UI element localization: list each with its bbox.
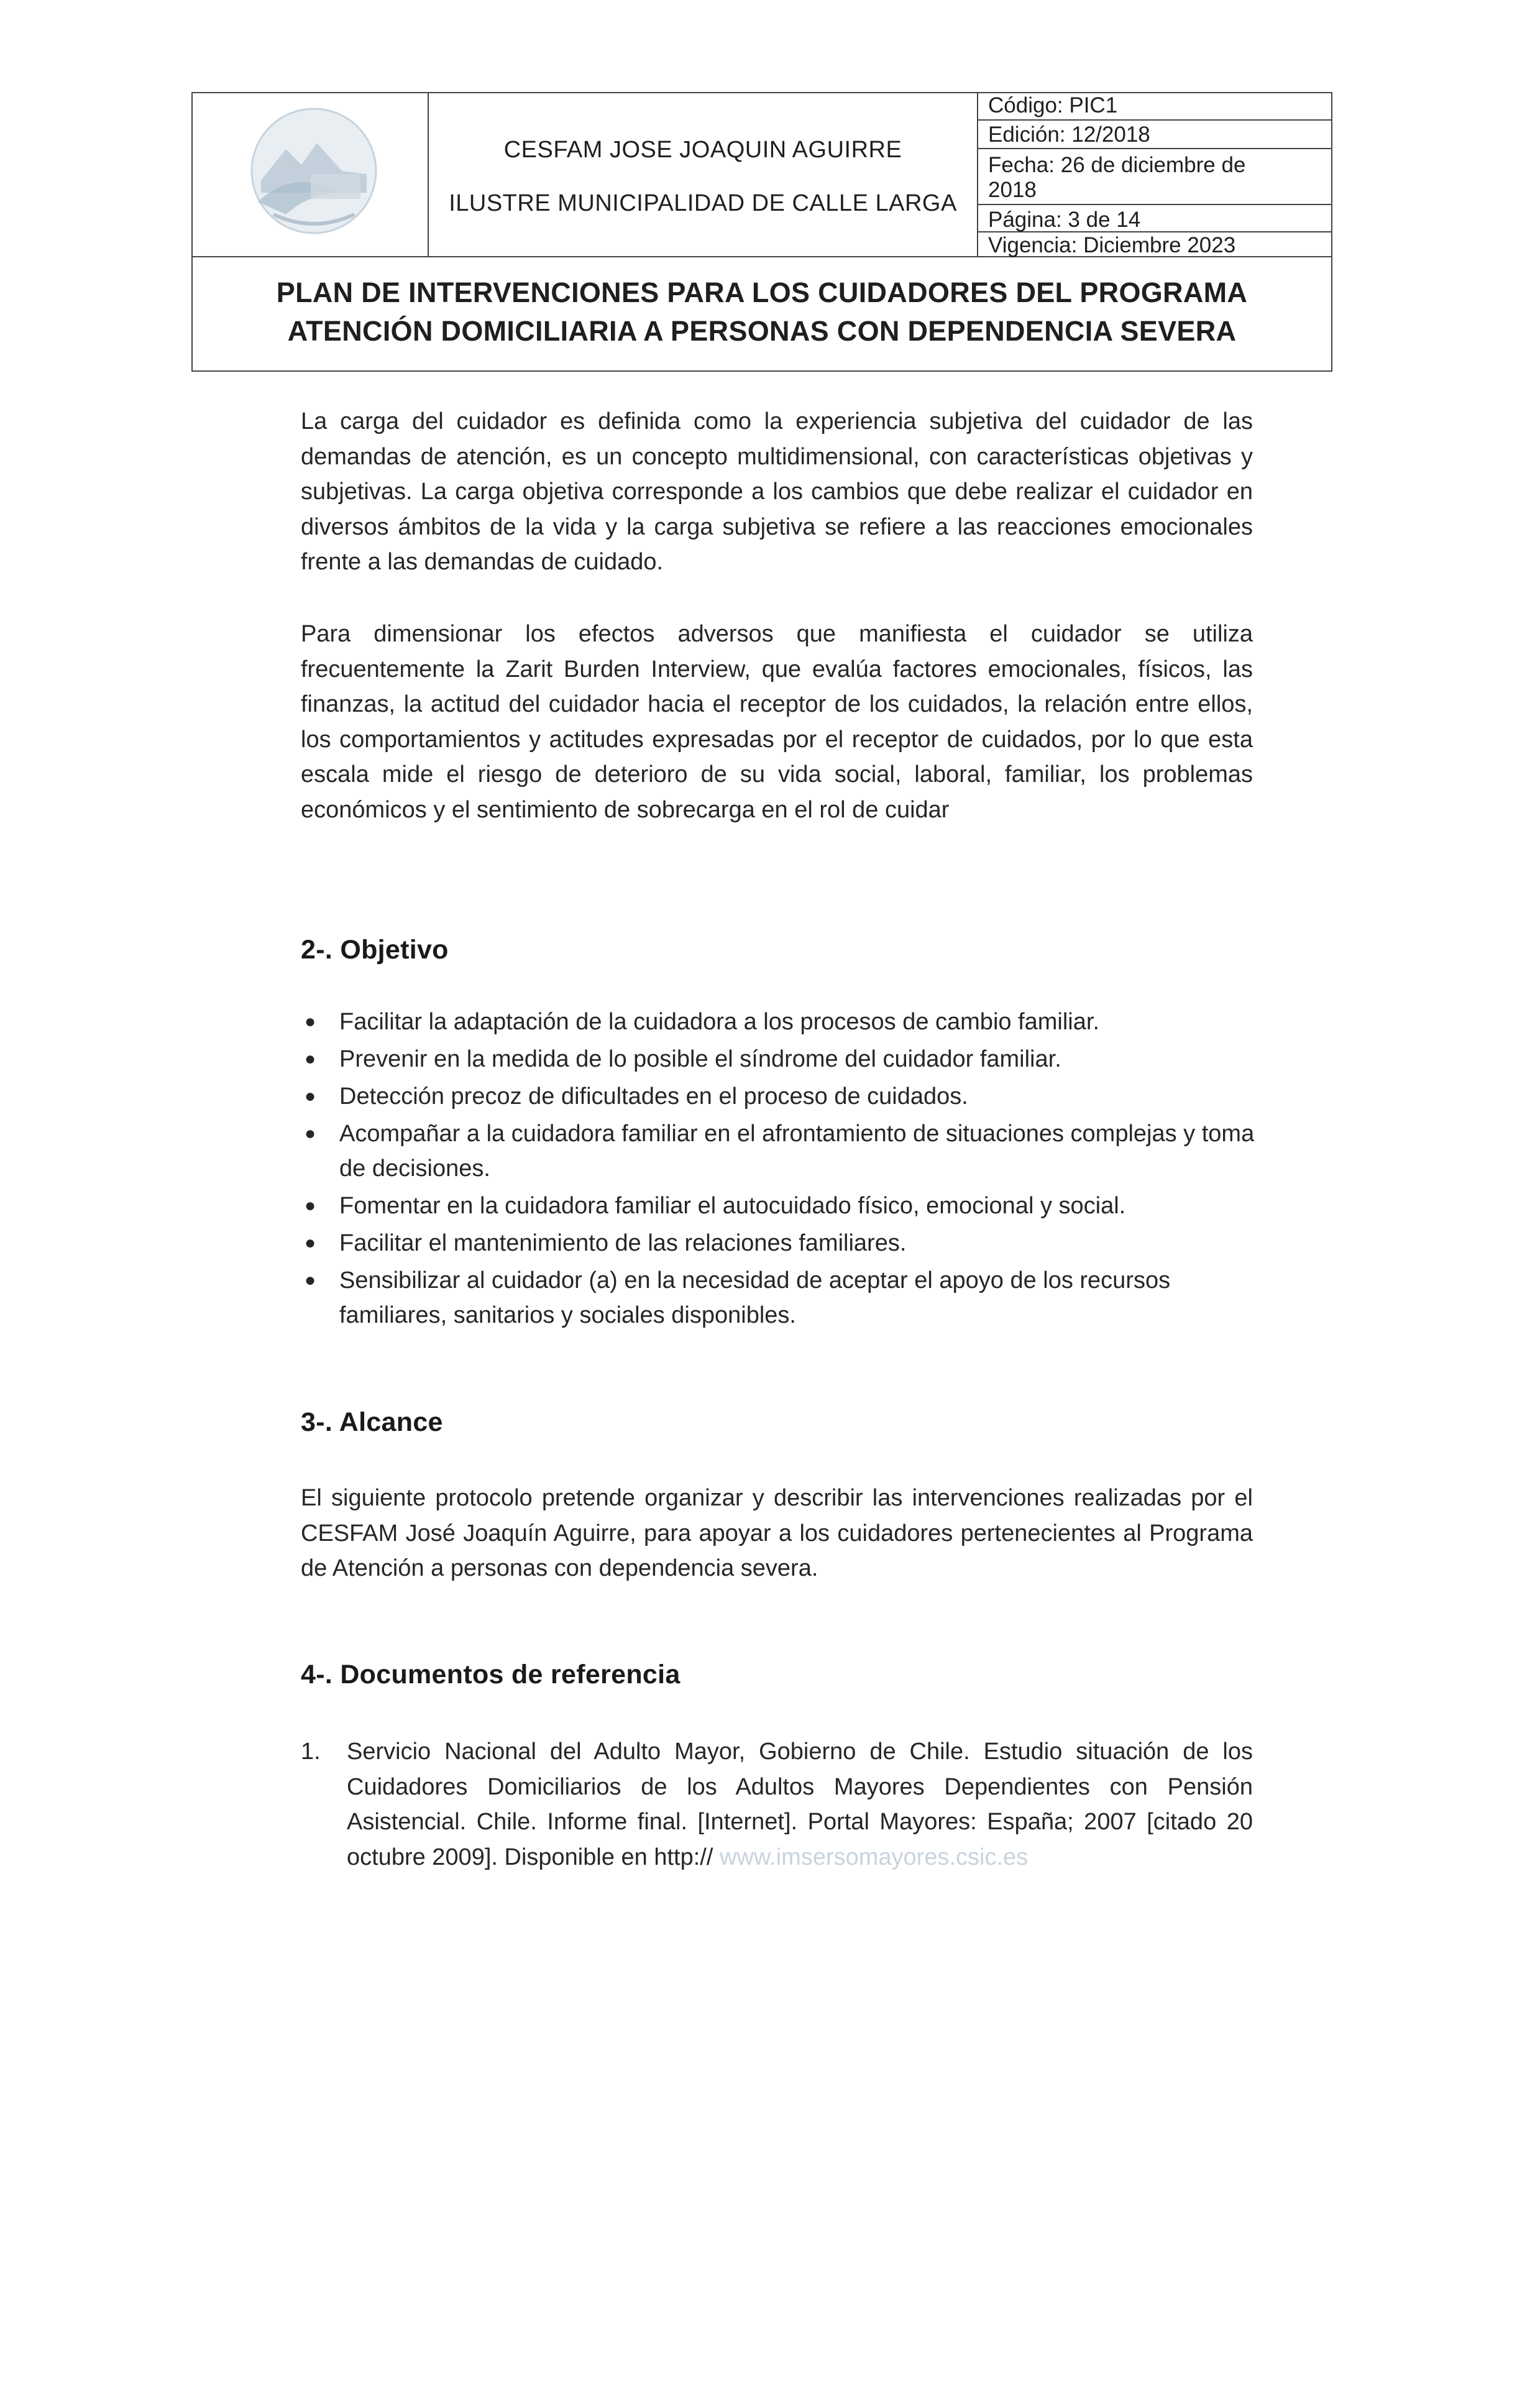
bullet-icon: ● xyxy=(304,1270,316,1290)
organization-cell xyxy=(429,93,978,256)
objetivo-item-text: Facilitar la adaptación de la cuidadora a los procesos de cambio familiar. xyxy=(339,1009,1099,1035)
logo-cell xyxy=(193,93,429,256)
meta-codigo: Código: PIC1 xyxy=(978,93,1331,121)
paragraph-carga-cuidador: La carga del cuidador es definida como la experiencia subjetiva del cuidador de las demandas de atención, es un concepto multidimensional, con características objetivas y subjetivas. La carga objetiva corresponde a los cambios que debe realizar el cuidador en diversos ámbitos de la vida y la carga subjetiva se refiere a las reacciones emocionales frente a las demandas de cuidado. xyxy=(301,408,1253,575)
paragraph-zarit: Para dimensionar los efectos adversos que manifiesta el cuidador se utiliza frecuentemente la Zarit Burden Interview, que evalúa factores emocionales, físicos, las finanzas, la actitud del cuidador hacia el receptor de los cuidados, la relación entre ellos, los comportamientos y actitudes expresadas por el receptor de cuidados, por lo que esta escala mide el riesgo de deterioro de su vida social, laboral, familiar, los problemas económicos y el sentimiento de sobrecarga en el rol de cuidar xyxy=(301,621,1253,823)
objetivo-item xyxy=(301,1188,1258,1223)
meta-vigencia: Vigencia: Diciembre 2023 xyxy=(988,233,1236,257)
bullet-icon: ● xyxy=(304,1049,316,1069)
heading-alcance: 3-. Alcance xyxy=(301,1407,443,1437)
bullet-icon: ● xyxy=(304,1123,316,1144)
objetivo-item xyxy=(301,1263,1258,1333)
reference-text xyxy=(347,1734,1253,1875)
objetivo-item-text: Fomentar en la cuidadora familiar el autocuidado físico, emocional y social. xyxy=(339,1193,1126,1219)
objetivo-item-text: Detección precoz de dificultades en el proceso de cuidados. xyxy=(339,1083,968,1110)
reference-list xyxy=(301,1734,1253,1875)
reference-number: 1. xyxy=(301,1739,321,1765)
paragraph-alcance: El siguiente protocolo pretende organizar y describir las intervenciones realizadas por el CESFAM José Joaquín Aguirre, para apoyar a los cuidadores pertenecientes al Programa de Atención a personas con dependencia severa. xyxy=(301,1485,1253,1581)
objetivo-list xyxy=(301,1004,1258,1335)
meta-edicion: Edición: 12/2018 xyxy=(978,121,1331,149)
objetivo-item-text: Sensibilizar al cuidador (a) en la necesidad de aceptar el apoyo de los recursos familiares, sanitarios y sociales disponibles. xyxy=(339,1267,1171,1328)
plan-title-line1: PLAN DE INTERVENCIONES PARA LOS CUIDADORES DEL PROGRAMA xyxy=(276,277,1248,308)
objetivo-item xyxy=(301,1079,1258,1114)
objetivo-item-text: Acompañar a la cuidadora familiar en el afrontamiento de situaciones complejas y toma de decisiones. xyxy=(339,1121,1255,1182)
document-header xyxy=(191,92,1332,372)
municipality-name: ILUSTRE MUNICIPALIDAD DE CALLE LARGA xyxy=(449,190,957,216)
header-top-row xyxy=(193,93,1331,257)
bullet-icon: ● xyxy=(304,1195,316,1216)
objetivo-item xyxy=(301,1116,1258,1186)
objetivo-item-text: Facilitar el mantenimiento de las relaciones familiares. xyxy=(339,1230,907,1256)
heading-objetivo: 2-. Objetivo xyxy=(301,935,449,965)
bullet-icon: ● xyxy=(304,1086,316,1106)
reference-item xyxy=(301,1734,1253,1875)
meta-fecha xyxy=(978,149,1331,205)
heading-documentos: 4-. Documentos de referencia xyxy=(301,1660,680,1689)
objetivo-item xyxy=(301,1042,1258,1077)
meta-fecha-line1: Fecha: 26 de diciembre de xyxy=(988,153,1246,177)
objetivo-item xyxy=(301,1004,1258,1039)
bullet-icon: ● xyxy=(304,1233,316,1253)
meta-pagina: Página: 3 de 14 xyxy=(978,205,1331,232)
objetivo-item xyxy=(301,1226,1258,1261)
reference-body: Servicio Nacional del Adulto Mayor, Gobierno de Chile. Estudio situación de los Cuidadores Domiciliarios de los Adultos Mayores Dependientes con Pensión Asistencial. Chile. Informe final. [Internet]. Portal Mayores: España; 2007 [citado 20 octubre 2009]. Disponible en http:// xyxy=(347,1739,1253,1870)
reference-link[interactable]: www.imsersomayores.csic.es xyxy=(719,1844,1029,1870)
organization-name: CESFAM JOSE JOAQUIN AGUIRRE xyxy=(503,137,902,163)
plan-title-line2: ATENCIÓN DOMICILIARIA A PERSONAS CON DEPENDENCIA SEVERA xyxy=(287,315,1237,347)
bullet-icon: ● xyxy=(304,1011,316,1032)
objetivo-item-text: Prevenir en la medida de lo posible el síndrome del cuidador familiar. xyxy=(339,1046,1061,1072)
meta-fecha-line2: 2018 xyxy=(988,178,1037,202)
document-meta-cell xyxy=(978,93,1331,256)
plan-title xyxy=(193,256,1331,372)
municipal-logo-emblem-icon xyxy=(249,99,379,242)
